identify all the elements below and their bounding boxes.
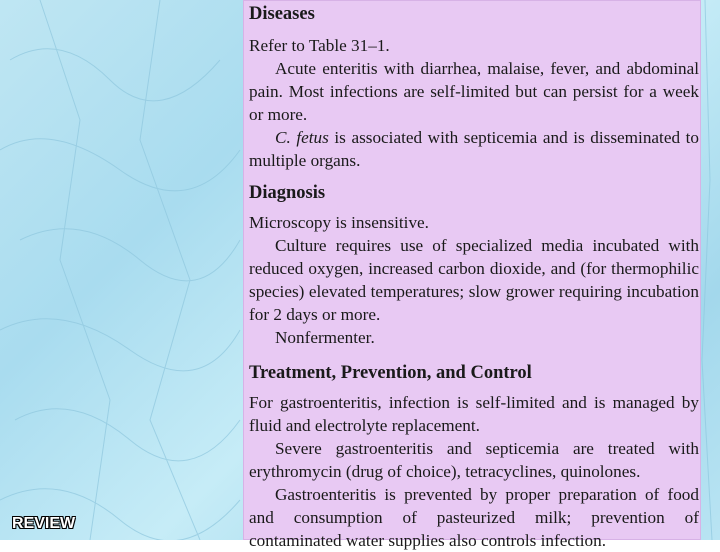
diseases-para-2: [249, 126, 699, 172]
diagnosis-para-3: Nonfermenter.: [275, 328, 375, 347]
treatment-para-2: Severe gastroenteritis and septicemia are treated with erythromycin (drug of choice), tetracyclines, quinolones.: [249, 439, 699, 481]
diseases-refer: Refer to Table 31–1.: [249, 36, 390, 55]
treatment-heading: Treatment, Prevention, and Control: [249, 363, 532, 383]
treatment-para-1: For gastroenteritis, infection is self-limited and is managed by fluid and electrolyte replacement.: [249, 393, 699, 435]
review-button[interactable]: REVIEW: [12, 515, 76, 532]
diseases-para-1: Acute enteritis with diarrhea, malaise, fever, and abdominal pain. Most infections are self-limited but can persist for a week or more.: [249, 59, 699, 124]
organism-name: C. fetus: [275, 128, 329, 147]
diagnosis-para-2: Culture requires use of specialized media incubated with reduced oxygen, increased carbon dioxide, and (for thermophilic species) elevated temperatures; slow grower requiring incubation for 2 days or more.: [249, 236, 699, 324]
diseases-para-2-text: is associated with septicemia and is disseminated to multiple organs.: [249, 128, 699, 170]
diseases-heading: Diseases: [249, 4, 315, 24]
diagnosis-para-1: Microscopy is insensitive.: [249, 213, 429, 232]
document-content: [249, 0, 699, 552]
diagnosis-heading: Diagnosis: [249, 183, 326, 203]
treatment-para-3: Gastroenteritis is prevented by proper preparation of food and consumption of pasteurized milk; prevention of contaminated water supplies also controls infection.: [249, 485, 699, 550]
